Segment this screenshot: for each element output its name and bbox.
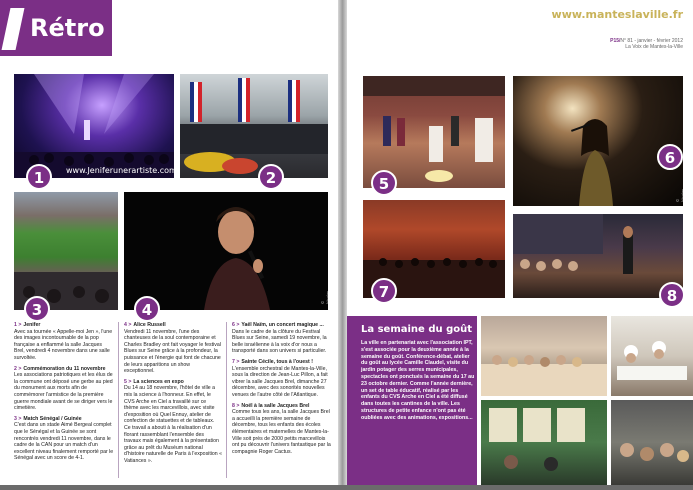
item-text: Dans le cadre de la clôture du Festival Blues sur Seine, samedi 19 novembre, la belle israélienne à la voix d'or nous a transporté dans son univers si particulier. xyxy=(232,328,327,355)
retro-item-8 xyxy=(232,403,332,456)
photo-gout-4 xyxy=(611,400,693,485)
semaine-du-gout-text: La ville en partenariat avec l'association IPT, s'est associée pour la deuxième année à la semaine du goût. Conférence-débat, atelier du goût au lycée Camille Claudel, visite du jardin potager des serres municipales, spectacles ont ponctués la semaine du 17 au 23 octobre dernier. Comme l'année dernière, un set de table éducatif, réalisé par les enfants du CVS Arche en Ciel a été diffusé dans toutes les cantines de la ville. Les structures de petite enfance n'ont pas été oubliées avec des animations, expositions... xyxy=(361,340,475,421)
photo-6-credit: © Nicolas Angeloni xyxy=(675,186,690,202)
photo-gout-2 xyxy=(611,316,693,396)
photo-4-singer xyxy=(124,192,335,310)
banner-slash-decoration xyxy=(2,8,25,50)
gout-kitchen-illustration xyxy=(611,316,693,396)
photo-2-commemoration xyxy=(180,74,328,178)
item-text: Comme tous les ans, la salle Jacques Brel a accueilli la première semaine de décembre, tous les enfants des écoles élémentaires et maternelles de Mantes-la-Ville soit près de 2000 petits marcevillois ont pu découvrir l'univers fantastique par la compagnie Roger Cactus. xyxy=(232,409,331,455)
item-number: 8 > xyxy=(232,402,240,409)
item-heading: Match Sénégal / Guinée xyxy=(23,415,82,422)
photo-badge-1: 1 xyxy=(26,164,52,190)
item-number: 1 > xyxy=(14,322,22,328)
left-page xyxy=(0,0,338,485)
item-text: Du 14 au 18 novembre, l'hôtel de ville a mis la science à l'honneur. En effet, le CVS Arche en Ciel a travaillé sur ce thème avec les marcevillois, avec visite d'exposition où Quel Ennuy, atelier de confection de statuettes et de tableaux. Ce travail a abouti à la réalisation d'un florant rassemblant l'ensemble des travaux mais également à la présentation grâce au prêt du Muséum national d'histoire naturelle de Paris à l'exposition « Vatiances ». xyxy=(124,385,223,464)
concert-singer-illustration xyxy=(513,76,683,206)
column-divider xyxy=(226,322,227,478)
singer-illustration xyxy=(124,192,328,310)
photo-6-concert xyxy=(513,76,690,206)
item-heading: Noël à la salle Jacques Brel xyxy=(241,402,310,409)
retro-item-2 xyxy=(14,366,114,412)
item-heading: Commémoration du 11 novembre xyxy=(23,365,106,372)
section-title: Rétro xyxy=(30,14,105,42)
right-page xyxy=(347,0,693,485)
column-divider xyxy=(118,322,119,478)
page-number: P15/ xyxy=(610,38,621,44)
item-text: Avec sa tournée « Appelle-moi Jen », l'une des images incontournable de la pop française a enflammé la salle Jacques Brel, vendredi 4 novembre dans une salle survoltée. xyxy=(14,328,113,361)
item-heading: La sciences en expo xyxy=(133,378,184,385)
retro-item-7 xyxy=(232,359,332,399)
photo-4-credit: © Nicolas Angeloni xyxy=(320,288,335,304)
item-text: L'ensemble orchestral de Mantes-la-Ville, sous la direction de Jean-Luc Pillon, a fait vibrer la salle Jacques Brel, dimanche 27 décembre, avec des sonorités nouvelles venues de l'autre côté de l'Atlantique. xyxy=(232,365,328,398)
issue-date: N° 81 - janvier - février 2012 xyxy=(620,38,683,44)
text-column-3 xyxy=(232,322,332,459)
photo-8-noel xyxy=(513,214,683,298)
item-number: 4 > xyxy=(124,322,132,328)
photo-3-stadium xyxy=(14,192,118,310)
photo-badge-7: 7 xyxy=(371,278,397,304)
item-heading: Alice Russell xyxy=(133,322,166,328)
text-column-1 xyxy=(14,322,114,466)
photo-1-caption: www.Jeniferunerartiste.com xyxy=(66,166,177,175)
magazine-name: La Voix de Mantes-la-Ville xyxy=(625,44,683,50)
item-number: 5 > xyxy=(124,378,132,385)
item-text: Les associations patriotiques et les élus de la commune ont déposé une gerbe au pied du monument aux morts afin de commémorer l'armistice de la première guerre mondiale avant de se diriger vers le cimetière. xyxy=(14,372,113,412)
item-number: 2 > xyxy=(14,365,22,372)
item-heading: Jenifer xyxy=(23,322,41,328)
gout-audience-illustration xyxy=(611,400,693,485)
photo-gout-1 xyxy=(481,316,607,396)
page-gutter xyxy=(338,0,347,485)
section-banner xyxy=(0,0,112,56)
stadium-illustration xyxy=(14,192,118,310)
photo-badge-8: 8 xyxy=(659,282,685,308)
commemoration-illustration xyxy=(180,74,328,178)
photo-badge-2: 2 xyxy=(258,164,284,190)
retro-item-6 xyxy=(232,322,332,355)
site-url: www.manteslaville.fr xyxy=(551,8,683,21)
issue-info xyxy=(610,38,683,50)
gout-children-illustration xyxy=(481,316,607,396)
item-number: 3 > xyxy=(14,415,22,422)
noel-show-illustration xyxy=(513,214,683,298)
semaine-du-gout-title: La semaine du goût xyxy=(361,324,473,335)
concert-stage-illustration xyxy=(14,74,174,178)
photo-badge-6: 6 xyxy=(657,144,683,170)
photo-gout-3 xyxy=(481,400,607,485)
gout-exhibition-panels-illustration xyxy=(481,400,607,485)
retro-item-1 xyxy=(14,322,114,362)
item-number: 6 > xyxy=(232,322,240,328)
item-heading: Yaël Naïm, un concert magique ... xyxy=(241,322,324,328)
photo-badge-4: 4 xyxy=(134,296,160,322)
photo-badge-5: 5 xyxy=(371,170,397,196)
item-text: C'est dans un stade Aimé Bergeal complet que le Sénégal et la Guinée se sont rencontrés vendredi 11 novembre, dans le cadre de la CAN pour un match d'un excellent niveau finalement remporté par le Sénégal avec un score de 4-1. xyxy=(14,422,114,462)
retro-item-4 xyxy=(124,322,222,375)
item-heading: Sainte Cécile, tous à l'ouest ! xyxy=(241,358,313,365)
retro-item-3 xyxy=(14,416,114,462)
photo-badge-3: 3 xyxy=(24,296,50,322)
photo-1-concert xyxy=(14,74,177,178)
retro-item-5 xyxy=(124,379,222,465)
item-text: Vendredi 11 novembre, l'une des chanteuses de la soul contemporaine et Charles Bradley ont fait voyager le festival Blues sur Seine grâce à la profondeur, la puissance et l'énergie qui font de chacune de leurs apparitions un show exceptionnel. xyxy=(124,328,221,375)
text-column-2 xyxy=(124,322,222,468)
item-number: 7 > xyxy=(232,358,240,365)
